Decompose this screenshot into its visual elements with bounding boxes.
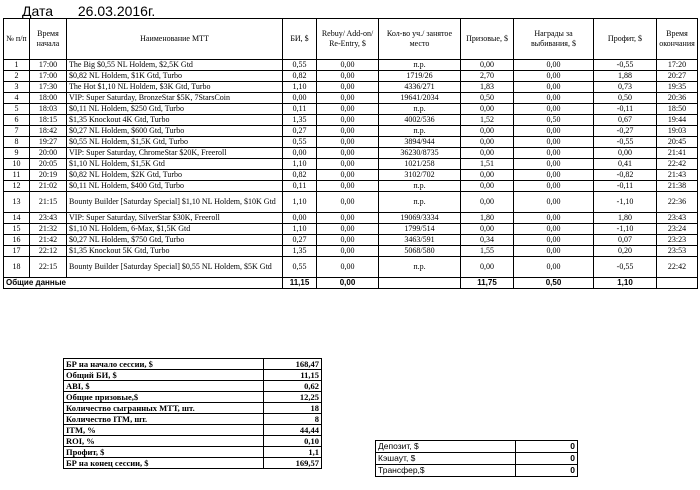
- row-buyin: 1,35: [283, 115, 317, 126]
- row-buyin: 0,00: [283, 148, 317, 159]
- total-profit: 1,10: [594, 278, 657, 289]
- total-label: Общие данные: [4, 278, 283, 289]
- row-end: 21:41: [657, 148, 698, 159]
- table-row: [4, 60, 698, 71]
- row-name: VIP: Super Saturday, ChromeStar $20K, Freeroll: [67, 148, 283, 159]
- row-end: 23:43: [657, 213, 698, 224]
- row-num: 4: [4, 93, 30, 104]
- row-start: 18:42: [30, 126, 67, 137]
- stats-label: Общие призовые,$: [64, 392, 264, 403]
- row-rebuy: 0,00: [317, 159, 379, 170]
- stats-label: БР на конец сессии, $: [64, 458, 264, 469]
- row-name: $0,55 NL Holdem, $1,5K Gtd, Turbo: [67, 137, 283, 148]
- stats-label: Профит, $: [64, 447, 264, 458]
- row-name: VIP: Super Saturday, SilverStar $30K, Freeroll: [67, 213, 283, 224]
- row-bounty: 0,00: [514, 224, 594, 235]
- col-header-players: Кол-во уч./ занятое место: [379, 19, 461, 60]
- row-name: $0,11 NL Holdem, $400 Gtd, Turbo: [67, 181, 283, 192]
- row-prize: 0,00: [461, 137, 514, 148]
- row-bounty: 0,00: [514, 60, 594, 71]
- col-header-prize: Призовые, $: [461, 19, 514, 60]
- row-end: 20:27: [657, 71, 698, 82]
- row-start: 21:42: [30, 235, 67, 246]
- row-players: 1799/514: [379, 224, 461, 235]
- row-start: 22:12: [30, 246, 67, 257]
- row-start: 21:32: [30, 224, 67, 235]
- row-rebuy: 0,00: [317, 235, 379, 246]
- col-header-end: Время окончания: [657, 19, 698, 60]
- row-end: 21:38: [657, 181, 698, 192]
- row-bounty: 0,00: [514, 126, 594, 137]
- row-bounty: 0,00: [514, 213, 594, 224]
- row-end: 19:35: [657, 82, 698, 93]
- table-row: [4, 257, 698, 278]
- row-profit: 0,41: [594, 159, 657, 170]
- stats-row: [64, 414, 322, 425]
- stats-row: [64, 359, 322, 370]
- stats-value: 0,10: [264, 436, 322, 447]
- row-rebuy: 0,00: [317, 71, 379, 82]
- table-row: [4, 104, 698, 115]
- row-start: 21:02: [30, 181, 67, 192]
- row-name: $0,11 NL Holdem, $250 Gtd, Turbo: [67, 104, 283, 115]
- total-bounty: 0,50: [514, 278, 594, 289]
- row-buyin: 0,00: [283, 213, 317, 224]
- row-start: 21:15: [30, 192, 67, 213]
- row-buyin: 1,10: [283, 192, 317, 213]
- row-players: п.р.: [379, 104, 461, 115]
- row-num: 17: [4, 246, 30, 257]
- row-buyin: 0,11: [283, 104, 317, 115]
- row-buyin: 1,10: [283, 224, 317, 235]
- row-end: 19:44: [657, 115, 698, 126]
- row-buyin: 0,27: [283, 126, 317, 137]
- row-bounty: 0,00: [514, 93, 594, 104]
- row-rebuy: 0,00: [317, 82, 379, 93]
- row-players: п.р.: [379, 60, 461, 71]
- row-start: 17:30: [30, 82, 67, 93]
- row-profit: -0,11: [594, 181, 657, 192]
- row-profit: -0,82: [594, 170, 657, 181]
- row-name: Bounty Builder [Saturday Special] $0,55 NL Holdem, $5K Gtd: [67, 257, 283, 278]
- cash-row: [376, 465, 578, 477]
- row-rebuy: 0,00: [317, 170, 379, 181]
- col-header-num: № п/п: [4, 19, 30, 60]
- row-num: 6: [4, 115, 30, 126]
- row-bounty: 0,00: [514, 71, 594, 82]
- stats-row: [64, 403, 322, 414]
- row-prize: 1,52: [461, 115, 514, 126]
- row-rebuy: 0,00: [317, 192, 379, 213]
- col-header-start: Время начала: [30, 19, 67, 60]
- row-bounty: 0,00: [514, 104, 594, 115]
- table-row: [4, 170, 698, 181]
- stats-value: 169,57: [264, 458, 322, 469]
- row-start: 22:15: [30, 257, 67, 278]
- row-buyin: 1,10: [283, 82, 317, 93]
- row-profit: -0,55: [594, 257, 657, 278]
- row-start: 18:15: [30, 115, 67, 126]
- col-header-rebuy: Rebuy/ Add-on/ Re-Entry, $: [317, 19, 379, 60]
- row-start: 17:00: [30, 71, 67, 82]
- row-bounty: 0,00: [514, 235, 594, 246]
- total-row: [4, 278, 698, 289]
- row-prize: 0,00: [461, 126, 514, 137]
- row-num: 7: [4, 126, 30, 137]
- row-prize: 0,00: [461, 170, 514, 181]
- stats-value: 11,15: [264, 370, 322, 381]
- row-buyin: 1,35: [283, 246, 317, 257]
- cash-label: Депозит, $: [376, 441, 516, 453]
- row-prize: 0,00: [461, 192, 514, 213]
- row-prize: 1,55: [461, 246, 514, 257]
- row-profit: -0,11: [594, 104, 657, 115]
- row-bounty: 0,00: [514, 159, 594, 170]
- row-bounty: 0,00: [514, 257, 594, 278]
- row-profit: 0,07: [594, 235, 657, 246]
- row-name: $1,35 Knockout 4K Gtd, Turbo: [67, 115, 283, 126]
- row-num: 14: [4, 213, 30, 224]
- table-row: [4, 192, 698, 213]
- row-prize: 0,00: [461, 60, 514, 71]
- row-name: $0,82 NL Holdem, $2K Gtd, Turbo: [67, 170, 283, 181]
- date-value: 26.03.2016г.: [77, 3, 156, 19]
- row-players: 19069/3334: [379, 213, 461, 224]
- row-num: 2: [4, 71, 30, 82]
- row-players: 1021/258: [379, 159, 461, 170]
- row-players: 36230/8735: [379, 148, 461, 159]
- stats-row: [64, 381, 322, 392]
- row-rebuy: 0,00: [317, 60, 379, 71]
- total-players: [379, 278, 461, 289]
- total-rebuy: 0,00: [317, 278, 379, 289]
- total-prize: 11,75: [461, 278, 514, 289]
- table-row: [4, 246, 698, 257]
- table-row: [4, 71, 698, 82]
- stats-row: [64, 392, 322, 403]
- row-players: 3894/944: [379, 137, 461, 148]
- row-end: 23:23: [657, 235, 698, 246]
- row-profit: 0,50: [594, 93, 657, 104]
- date-label: Дата: [22, 3, 54, 19]
- total-buyin: 11,15: [283, 278, 317, 289]
- row-prize: 2,70: [461, 71, 514, 82]
- row-prize: 1,83: [461, 82, 514, 93]
- row-rebuy: 0,00: [317, 104, 379, 115]
- row-num: 8: [4, 137, 30, 148]
- row-players: 4002/536: [379, 115, 461, 126]
- row-name: The Big $0,55 NL Holdem, $2,5K Gtd: [67, 60, 283, 71]
- stats-value: 44,44: [264, 425, 322, 436]
- row-buyin: 0,11: [283, 181, 317, 192]
- col-header-buyin: БИ, $: [283, 19, 317, 60]
- row-profit: -1,10: [594, 192, 657, 213]
- row-profit: 0,73: [594, 82, 657, 93]
- row-bounty: 0,00: [514, 192, 594, 213]
- stats-value: 12,25: [264, 392, 322, 403]
- row-profit: -0,55: [594, 137, 657, 148]
- row-bounty: 0,00: [514, 148, 594, 159]
- row-name: Bounty Builder [Saturday Special] $1,10 NL Holdem, $10K Gtd: [67, 192, 283, 213]
- row-end: 19:03: [657, 126, 698, 137]
- row-end: 21:43: [657, 170, 698, 181]
- row-players: 3102/702: [379, 170, 461, 181]
- session-stats-table: [63, 358, 322, 469]
- col-header-name: Наименование МТТ: [67, 19, 283, 60]
- tournament-table: [3, 18, 698, 289]
- row-prize: 0,00: [461, 181, 514, 192]
- row-start: 20:00: [30, 148, 67, 159]
- row-prize: 0,00: [461, 104, 514, 115]
- row-buyin: 0,82: [283, 71, 317, 82]
- stats-label: Количество ITM, шт.: [64, 414, 264, 425]
- col-header-profit: Профит, $: [594, 19, 657, 60]
- stats-row: [64, 370, 322, 381]
- row-rebuy: 0,00: [317, 213, 379, 224]
- row-prize: 0,34: [461, 235, 514, 246]
- row-start: 18:00: [30, 93, 67, 104]
- row-start: 17:00: [30, 60, 67, 71]
- row-profit: 0,67: [594, 115, 657, 126]
- table-row: [4, 224, 698, 235]
- row-prize: 0,50: [461, 93, 514, 104]
- cash-value: 0: [516, 441, 578, 453]
- cash-table: [375, 440, 578, 477]
- row-prize: 0,00: [461, 224, 514, 235]
- stats-label: БР на начало сессии, $: [64, 359, 264, 370]
- row-prize: 1,80: [461, 213, 514, 224]
- row-num: 18: [4, 257, 30, 278]
- stats-value: 0,62: [264, 381, 322, 392]
- table-row: [4, 181, 698, 192]
- row-start: 20:19: [30, 170, 67, 181]
- row-num: 11: [4, 170, 30, 181]
- row-num: 13: [4, 192, 30, 213]
- table-row: [4, 126, 698, 137]
- row-end: 17:20: [657, 60, 698, 71]
- row-start: 19:27: [30, 137, 67, 148]
- row-rebuy: 0,00: [317, 224, 379, 235]
- cash-row: [376, 453, 578, 465]
- stats-label: ROI, %: [64, 436, 264, 447]
- row-rebuy: 0,00: [317, 137, 379, 148]
- stats-row: [64, 458, 322, 469]
- table-row: [4, 148, 698, 159]
- row-rebuy: 0,00: [317, 181, 379, 192]
- row-num: 9: [4, 148, 30, 159]
- row-rebuy: 0,00: [317, 148, 379, 159]
- table-row: [4, 115, 698, 126]
- stats-row: [64, 436, 322, 447]
- stats-row: [64, 425, 322, 436]
- table-row: [4, 235, 698, 246]
- row-name: The Hot $1,10 NL Holdem, $3K Gtd, Turbo: [67, 82, 283, 93]
- row-end: 20:36: [657, 93, 698, 104]
- row-end: 18:50: [657, 104, 698, 115]
- stats-row: [64, 447, 322, 458]
- row-rebuy: 0,00: [317, 257, 379, 278]
- row-start: 20:05: [30, 159, 67, 170]
- cash-value: 0: [516, 453, 578, 465]
- stats-value: 8: [264, 414, 322, 425]
- row-end: 22:36: [657, 192, 698, 213]
- table-row: [4, 82, 698, 93]
- report-header: [22, 3, 155, 19]
- stats-value: 168,47: [264, 359, 322, 370]
- row-players: 4336/271: [379, 82, 461, 93]
- row-prize: 0,00: [461, 257, 514, 278]
- row-num: 12: [4, 181, 30, 192]
- row-name: $1,35 Knockout 5K Gtd, Turbo: [67, 246, 283, 257]
- row-start: 23:43: [30, 213, 67, 224]
- row-num: 10: [4, 159, 30, 170]
- row-end: 22:42: [657, 257, 698, 278]
- row-name: $1,10 NL Holdem, $1,5K Gtd: [67, 159, 283, 170]
- row-rebuy: 0,00: [317, 115, 379, 126]
- row-end: 23:53: [657, 246, 698, 257]
- stats-value: 1,1: [264, 447, 322, 458]
- row-name: $1,10 NL Holdem, 6-Max, $1,5K Gtd: [67, 224, 283, 235]
- row-rebuy: 0,00: [317, 246, 379, 257]
- row-end: 23:24: [657, 224, 698, 235]
- row-profit: -1,10: [594, 224, 657, 235]
- row-start: 18:03: [30, 104, 67, 115]
- row-num: 1: [4, 60, 30, 71]
- stats-label: Общий БИ, $: [64, 370, 264, 381]
- col-header-bounty: Награды за выбивания, $: [514, 19, 594, 60]
- row-buyin: 0,27: [283, 235, 317, 246]
- row-end: 22:42: [657, 159, 698, 170]
- table-header-row: [4, 19, 698, 60]
- row-prize: 1,51: [461, 159, 514, 170]
- row-num: 16: [4, 235, 30, 246]
- row-bounty: 0,00: [514, 170, 594, 181]
- row-players: п.р.: [379, 181, 461, 192]
- row-rebuy: 0,00: [317, 126, 379, 137]
- row-players: п.р.: [379, 257, 461, 278]
- total-end: [657, 278, 698, 289]
- row-profit: 0,20: [594, 246, 657, 257]
- row-profit: 1,88: [594, 71, 657, 82]
- row-players: п.р.: [379, 126, 461, 137]
- row-prize: 0,00: [461, 148, 514, 159]
- stats-label: ABI, $: [64, 381, 264, 392]
- row-buyin: 0,82: [283, 170, 317, 181]
- row-players: 19641/2034: [379, 93, 461, 104]
- row-num: 15: [4, 224, 30, 235]
- row-end: 20:45: [657, 137, 698, 148]
- row-name: $0,82 NL Holdem, $1K Gtd, Turbo: [67, 71, 283, 82]
- row-name: $0,27 NL Holdem, $750 Gtd, Turbo: [67, 235, 283, 246]
- table-row: [4, 159, 698, 170]
- row-buyin: 1,10: [283, 159, 317, 170]
- row-buyin: 0,55: [283, 137, 317, 148]
- cash-value: 0: [516, 465, 578, 477]
- row-buyin: 0,55: [283, 257, 317, 278]
- row-players: 1719/26: [379, 71, 461, 82]
- cash-label: Кэшаут, $: [376, 453, 516, 465]
- row-bounty: 0,50: [514, 115, 594, 126]
- row-buyin: 0,00: [283, 93, 317, 104]
- table-row: [4, 93, 698, 104]
- row-bounty: 0,00: [514, 246, 594, 257]
- row-rebuy: 0,00: [317, 93, 379, 104]
- row-profit: -0,27: [594, 126, 657, 137]
- stats-label: Количество сыгранных МТТ, шт.: [64, 403, 264, 414]
- row-bounty: 0,00: [514, 82, 594, 93]
- row-name: VIP: Super Saturday, BronzeStar $5K, 7StarsCoin: [67, 93, 283, 104]
- stats-value: 18: [264, 403, 322, 414]
- row-players: п.р.: [379, 192, 461, 213]
- cash-row: [376, 441, 578, 453]
- row-profit: -0,55: [594, 60, 657, 71]
- row-buyin: 0,55: [283, 60, 317, 71]
- row-players: 5068/580: [379, 246, 461, 257]
- row-players: 3463/591: [379, 235, 461, 246]
- row-profit: 0,00: [594, 148, 657, 159]
- row-num: 3: [4, 82, 30, 93]
- row-num: 5: [4, 104, 30, 115]
- row-profit: 1,80: [594, 213, 657, 224]
- stats-label: ITM, %: [64, 425, 264, 436]
- table-row: [4, 213, 698, 224]
- table-row: [4, 137, 698, 148]
- row-bounty: 0,00: [514, 137, 594, 148]
- row-name: $0,27 NL Holdem, $600 Gtd, Turbo: [67, 126, 283, 137]
- cash-label: Трансфер,$: [376, 465, 516, 477]
- row-bounty: 0,00: [514, 181, 594, 192]
